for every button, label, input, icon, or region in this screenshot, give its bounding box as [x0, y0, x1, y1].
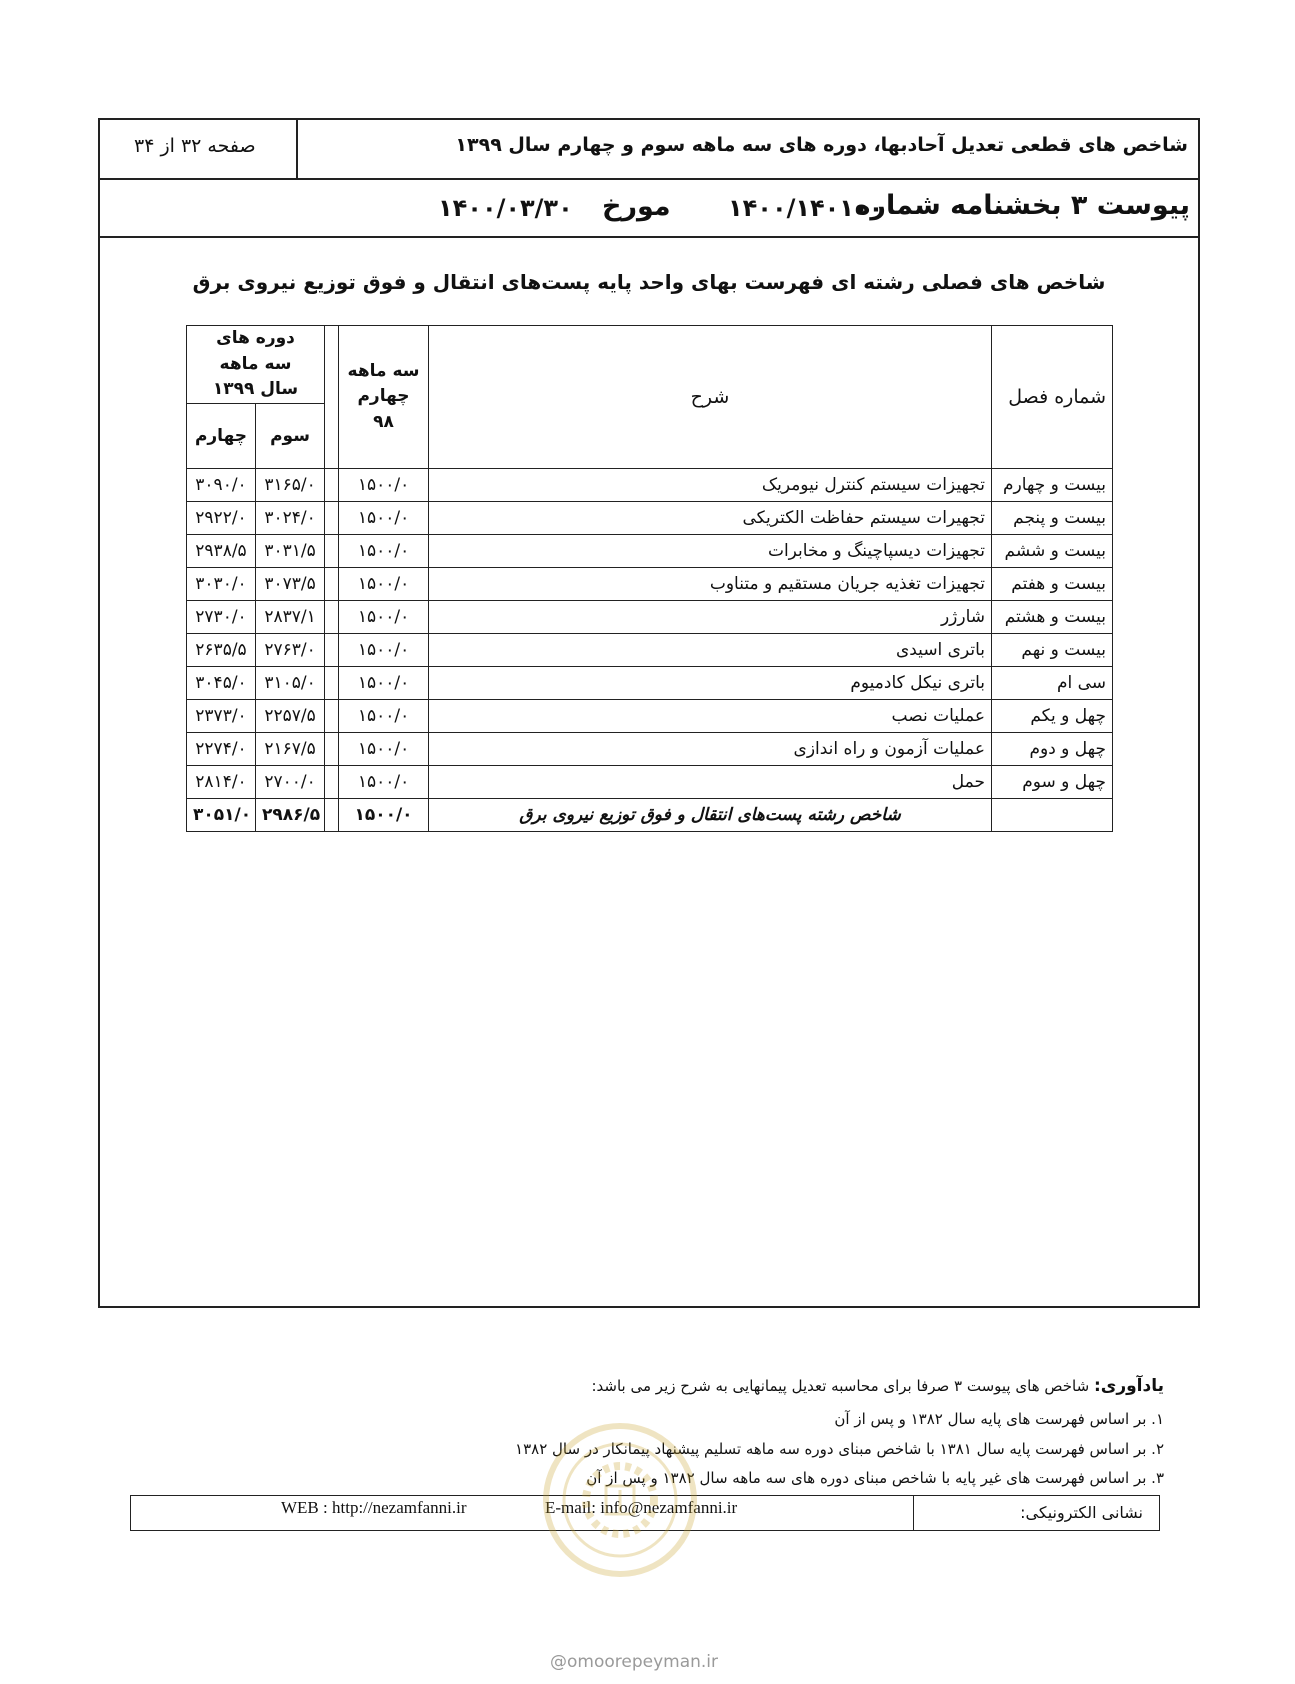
base-value: ۱۵۰۰/۰: [339, 534, 429, 567]
description-cell: عملیات آزمون و راه اندازی: [429, 732, 992, 765]
reminder-label: یادآوری:: [1093, 1376, 1164, 1396]
description-cell: شاخص رشته پست‌های انتقال و فوق توزیع نیروی برق: [429, 798, 992, 831]
third-value: ۲۷۶۳/۰: [256, 633, 325, 666]
description-cell: تجهیرات سیستم حفاظت الکتریکی: [429, 501, 992, 534]
chapter-cell: چهل و سوم: [992, 765, 1113, 798]
seal-watermark-icon: [540, 1420, 700, 1580]
chapter-cell: بیست و پنجم: [992, 501, 1113, 534]
table-row: [187, 501, 1113, 534]
base-value: ۱۵۰۰/۰: [339, 468, 429, 501]
chapter-cell: بیست و چهارم: [992, 468, 1113, 501]
third-value: ۳۱۶۵/۰: [256, 468, 325, 501]
reminder-text: شاخص های پیوست ۳ صرفا برای محاسبه تعدیل پیمانهایی به شرح زیر می باشد:: [591, 1377, 1090, 1395]
description-cell: تجهیزات دیسپاچینگ و مخابرات: [429, 534, 992, 567]
base-header: سه ماهه چهارم ۹۸: [339, 326, 429, 469]
table-row: [187, 765, 1113, 798]
base-value: ۱۵۰۰/۰: [339, 567, 429, 600]
email-link[interactable]: E-mail: info@nezamfanni.ir: [545, 1498, 738, 1517]
third-value: ۳۰۷۳/۵: [256, 567, 325, 600]
chapter-cell: [992, 798, 1113, 831]
fourth-quarter-header: چهارم: [187, 403, 256, 468]
description-header: شرح: [429, 326, 992, 469]
date-label: مورخ: [602, 191, 671, 222]
circular-date: ۱۴۰۰/۰۳/۳۰: [438, 194, 573, 222]
base-value: ۱۵۰۰/۰: [339, 501, 429, 534]
fourth-value: ۲۶۳۵/۵: [187, 633, 256, 666]
fourth-value: ۳۰۳۰/۰: [187, 567, 256, 600]
spacer-cell: [325, 600, 339, 633]
description-cell: باتری اسیدی: [429, 633, 992, 666]
chapter-cell: سی ام: [992, 666, 1113, 699]
third-value: ۲۸۳۷/۱: [256, 600, 325, 633]
spacer-cell: [325, 699, 339, 732]
table-total-row: [187, 798, 1113, 831]
index-table: [186, 325, 1113, 832]
fourth-value: ۳۰۴۵/۰: [187, 666, 256, 699]
reminder-item: ۱. بر اساس فهرست های پایه سال ۱۳۸۲ و پس از آن: [834, 1410, 1164, 1428]
third-value: ۳۱۰۵/۰: [256, 666, 325, 699]
reminder: [591, 1376, 1164, 1396]
fourth-value: ۲۲۷۴/۰: [187, 732, 256, 765]
reminder-item: ۳. بر اساس فهرست های غیر پایه با شاخص مبنای دوره های سه ماهه سال ۱۳۸۲ و پس از آن: [586, 1469, 1164, 1487]
base-value: ۱۵۰۰/۰: [339, 732, 429, 765]
header-row-2: [100, 180, 1198, 238]
table-row: [187, 699, 1113, 732]
description-cell: حمل: [429, 765, 992, 798]
third-value: ۲۱۶۷/۵: [256, 732, 325, 765]
page-number-box: [100, 120, 298, 178]
spacer-cell: [325, 732, 339, 765]
description-cell: تجهیزات تغذیه جریان مستقیم و متناوب: [429, 567, 992, 600]
base-value: ۱۵۰۰/۰: [339, 600, 429, 633]
spacer-cell: [325, 567, 339, 600]
document-title: شاخص های قطعی تعدیل آحادبها، دوره های سه ماهه سوم و چهارم سال ۱۳۹۹: [455, 134, 1188, 156]
electronic-address-label: نشانی الکترونیکی:: [913, 1496, 1159, 1530]
annex-label: پیوست ۳ بخشنامه شماره: [854, 190, 1190, 221]
third-value: ۲۷۰۰/۰: [256, 765, 325, 798]
third-value: ۲۹۸۶/۵: [256, 798, 325, 831]
spacer-cell: [325, 534, 339, 567]
website-link[interactable]: WEB : http://nezamfanni.ir: [281, 1498, 467, 1517]
spacer-header: [325, 326, 339, 469]
fourth-value: ۲۷۳۰/۰: [187, 600, 256, 633]
base-value: ۱۵۰۰/۰: [339, 633, 429, 666]
table-row: [187, 567, 1113, 600]
fourth-value: ۲۳۷۳/۰: [187, 699, 256, 732]
circular-number: ۱۴۰۰/۱۴۰۱۰۰: [728, 194, 884, 222]
spacer-cell: [325, 798, 339, 831]
table-row: [187, 732, 1113, 765]
chapter-cell: بیست و هشتم: [992, 600, 1113, 633]
fourth-value: ۳۰۵۱/۰: [187, 798, 256, 831]
chapter-cell: چهل و دوم: [992, 732, 1113, 765]
third-value: ۳۰۳۱/۵: [256, 534, 325, 567]
chapter-header: شماره فصل: [992, 326, 1113, 469]
chapter-cell: بیست و ششم: [992, 534, 1113, 567]
header-row-1: [100, 120, 1198, 180]
base-value: ۱۵۰۰/۰: [339, 699, 429, 732]
table-row: [187, 633, 1113, 666]
watermark-text: @omoorepeyman.ir: [550, 1652, 719, 1672]
spacer-cell: [325, 501, 339, 534]
third-quarter-header: سوم: [256, 403, 325, 468]
period-header: دوره های سه ماهه سال ۱۳۹۹: [187, 326, 325, 404]
chapter-cell: بیست و هفتم: [992, 567, 1113, 600]
reminder-item: ۲. بر اساس فهرست پایه سال ۱۳۸۱ با شاخص مبنای دوره سه ماهه تسلیم پیشنهاد پیمانکار در سال ۱۳۸۲: [515, 1440, 1164, 1458]
fourth-value: ۲۹۳۸/۵: [187, 534, 256, 567]
spacer-cell: [325, 666, 339, 699]
chapter-cell: چهل و یکم: [992, 699, 1113, 732]
table-row: [187, 666, 1113, 699]
table-row: [187, 600, 1113, 633]
page-number: صفحه ۳۲ از ۳۴: [134, 135, 256, 157]
spacer-cell: [325, 468, 339, 501]
table-row: [187, 534, 1113, 567]
third-value: ۳۰۲۴/۰: [256, 501, 325, 534]
table-title: شاخص های فصلی رشته ای فهرست بهای واحد پایه پست‌های انتقال و فوق توزیع نیروی برق: [192, 270, 1106, 294]
table-header-row-1: [187, 326, 1113, 404]
description-cell: تجهیزات سیستم کنترل نیومریک: [429, 468, 992, 501]
base-value: ۱۵۰۰/۰: [339, 798, 429, 831]
description-cell: شارژر: [429, 600, 992, 633]
chapter-cell: بیست و نهم: [992, 633, 1113, 666]
fourth-value: ۲۹۲۲/۰: [187, 501, 256, 534]
spacer-cell: [325, 765, 339, 798]
third-value: ۲۲۵۷/۵: [256, 699, 325, 732]
spacer-cell: [325, 633, 339, 666]
fourth-value: ۲۸۱۴/۰: [187, 765, 256, 798]
fourth-value: ۳۰۹۰/۰: [187, 468, 256, 501]
description-cell: عملیات نصب: [429, 699, 992, 732]
table-row: [187, 468, 1113, 501]
description-cell: باتری نیکل کادمیوم: [429, 666, 992, 699]
base-value: ۱۵۰۰/۰: [339, 765, 429, 798]
base-value: ۱۵۰۰/۰: [339, 666, 429, 699]
